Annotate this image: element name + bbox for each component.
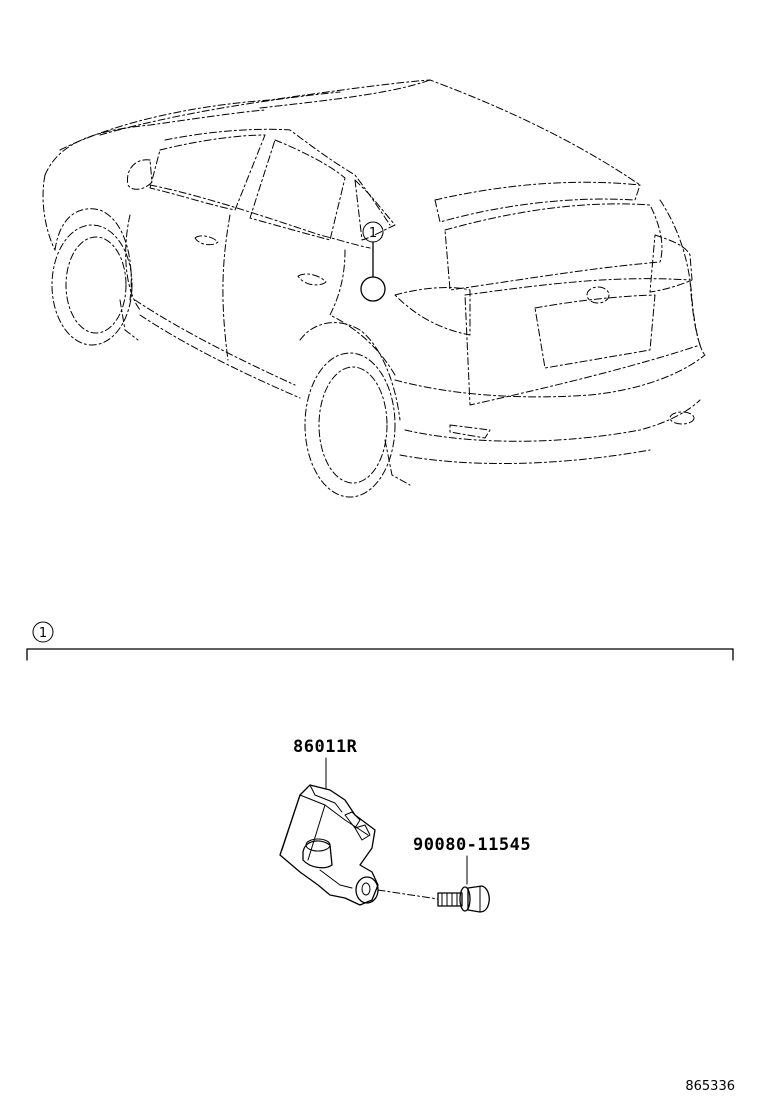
location-marker: [361, 277, 385, 301]
part-number-sensor: 86011R: [293, 737, 358, 757]
diagram-id: 865336: [685, 1079, 735, 1094]
part-number-bolt: 90080-11545: [413, 835, 532, 855]
vehicle-illustration: [43, 80, 705, 497]
callout-label: 1: [368, 226, 378, 241]
bolt-part: [413, 835, 531, 912]
section-bracket: [27, 622, 733, 660]
section-label: 1: [38, 626, 48, 641]
sensor-part: [280, 737, 438, 905]
